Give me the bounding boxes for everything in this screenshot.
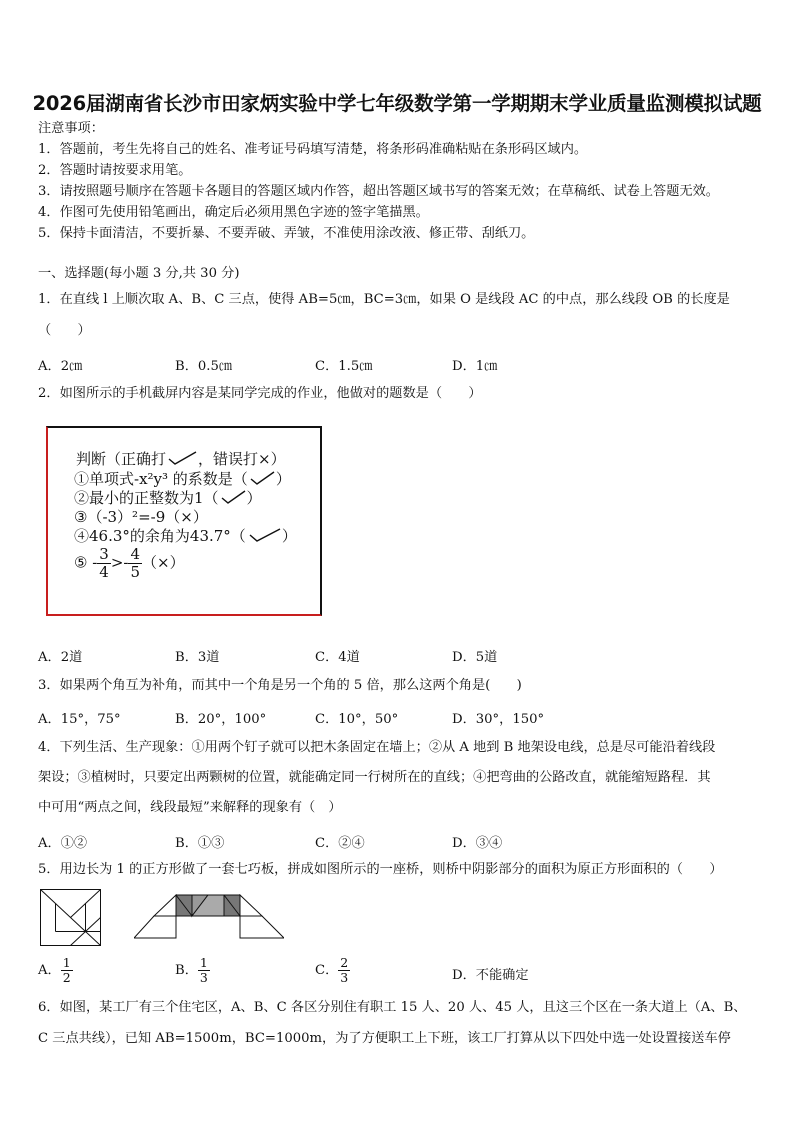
card-heading: 判断（正确打 ，错误打×）: [76, 450, 286, 468]
question-6-text: 6．如图，某工厂有三个住宅区，A、B、C 各区分别住有职工 15 人、20 人、45 人，且这三个区在一条大道上（A、B、: [38, 1000, 747, 1015]
notice-item: 4．作图可先使用铅笔画出，确定后必须用黑色字迹的签字笔描黑。: [38, 205, 429, 220]
question-5-text: 5．用边长为 1 的正方形做了一套七巧板，拼成如图所示的一座桥，则桥中阴影部分的面积为原正方形面积的（ ）: [38, 862, 723, 877]
card-line-2: ②最小的正整数为1（ ）: [74, 489, 262, 507]
option-d: D．30°，150°: [452, 712, 545, 727]
question-6-text: C 三点共线），已知 AB=1500m，BC=1000m，为了方便职工上下班，该工厂打算从以下四处中选一处设置接送车停: [38, 1031, 731, 1046]
check-mark-icon: [246, 527, 282, 543]
notice-item: 5．保持卡面清洁，不要折暴、不要弄破、弄皱，不准使用涂改液、修正带、刮纸刀。: [38, 226, 535, 241]
card-line-1: ①单项式-x²y³ 的系数是（ ）: [74, 470, 291, 488]
tangram-square-diagram: [40, 889, 102, 947]
notice-item: 2．答题时请按要求用笔。: [38, 163, 192, 178]
check-mark-icon: [166, 450, 198, 466]
option-c: C． $\frac{2}{3}$: [315, 955, 349, 985]
homework-screenshot-card: [46, 426, 322, 616]
question-3-text: 3．如果两个角互为补角，而其中一个角是另一个角的 5 倍，那么这两个角是( ): [38, 678, 522, 693]
option-a: A．①②: [38, 836, 88, 851]
option-c: C．1.5㎝: [315, 359, 373, 374]
question-4-text: 架设；③植树时，只要定出两颗树的位置，就能确定同一行树所在的直线；④把弯曲的公路改直，就能缩短路程．其: [38, 770, 711, 785]
check-mark-icon: [219, 489, 247, 505]
option-b: B． $\frac{1}{3}$: [175, 955, 208, 985]
page-title: 2026届湖南省长沙市田家炳实验中学七年级数学第一学期期末学业质量监测模拟试题: [32, 92, 762, 115]
option-d: D．③④: [452, 836, 503, 851]
card-line-3: ③（-3）²=-9（×）: [74, 508, 208, 526]
question-1-text: 1．在直线 l 上顺次取 A、B、C 三点，使得 AB=5㎝，BC=3㎝，如果 O 是线段 AC 的中点，那么线段 OB 的长度是: [38, 292, 730, 307]
question-2-text: 2．如图所示的手机截屏内容是某同学完成的作业，他做对的题数是（ ）: [38, 386, 482, 401]
tangram-bridge-diagram: [134, 894, 284, 940]
option-d: D．不能确定: [452, 968, 529, 983]
option-a: A．2㎝: [38, 359, 83, 374]
card-line-5: ⑤ - $\frac{3}{4}$ >- $\frac{4}{5}$ （×）: [74, 545, 185, 581]
question-1-blank: （ ）: [38, 323, 91, 338]
notice-item: 1．答题前，考生先将自己的姓名、准考证号码填写清楚，将条形码准确粘贴在条形码区域内。: [38, 142, 588, 157]
notice-item: 3．请按照题号顺序在答题卡各题目的答题区域内作答，超出答题区域书写的答案无效；在草稿纸、试卷上答题无效。: [38, 184, 719, 199]
notice-heading: 注意事项：: [38, 121, 104, 136]
question-4-text: 4．下列生活、生产现象：①用两个钉子就可以把木条固定在墙上；②从 A 地到 B 地架设电线，总是尽可能沿着线段: [38, 740, 716, 755]
section-heading: 一、选择题(每小题 3 分,共 30 分): [38, 266, 240, 281]
question-4-text: 中可用“两点之间，线段最短”来解释的现象有（ ）: [38, 800, 342, 815]
option-d: D．5道: [452, 650, 498, 665]
option-c: C．4道: [315, 650, 360, 665]
check-mark-icon: [248, 470, 276, 486]
option-c: C．10°，50°: [315, 712, 399, 727]
option-d: D．1㎝: [452, 359, 498, 374]
option-b: B．①③: [175, 836, 225, 851]
option-a: A． $\frac{1}{2}$: [38, 955, 71, 985]
option-c: C．②④: [315, 836, 365, 851]
option-b: B．3道: [175, 650, 220, 665]
option-b: B．0.5㎝: [175, 359, 233, 374]
card-line-4: ④46.3°的余角为43.7°（ ）: [74, 527, 297, 545]
option-b: B．20°，100°: [175, 712, 267, 727]
option-a: A．2道: [38, 650, 83, 665]
option-a: A．15°，75°: [38, 712, 121, 727]
